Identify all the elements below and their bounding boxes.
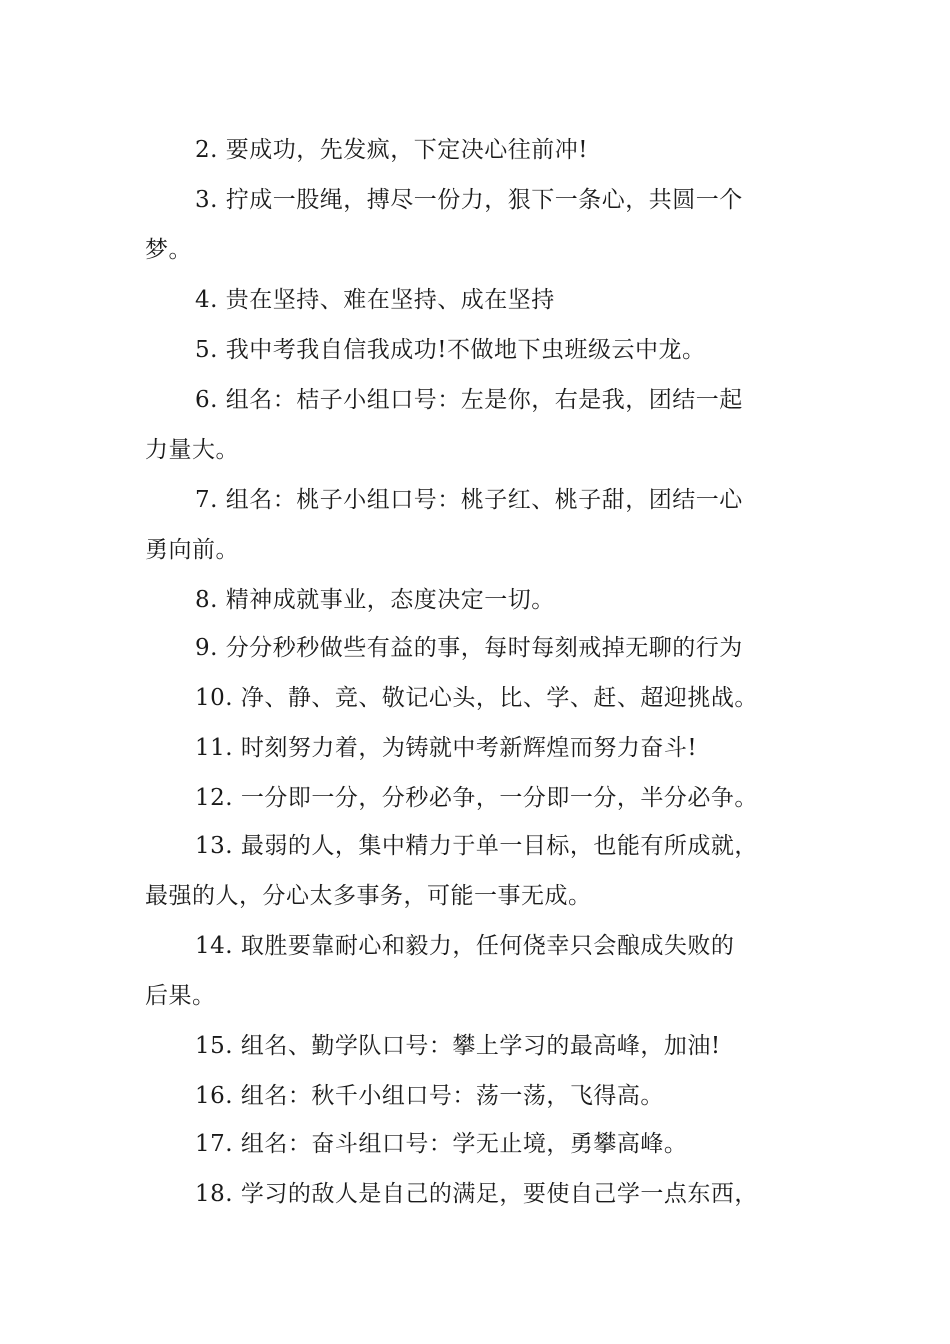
- slogan-line-continued: 梦。: [145, 237, 192, 263]
- slogan-line: 16. 组名：秋千小组口号：荡一荡，飞得高。: [195, 1083, 664, 1109]
- slogan-line: 2. 要成功，先发疯，下定决心往前冲!: [195, 137, 588, 163]
- slogan-line: 7. 组名：桃子小组口号：桃子红、桃子甜，团结一心: [195, 487, 743, 513]
- slogan-line: 13. 最弱的人，集中精力于单一目标，也能有所成就，: [195, 833, 758, 859]
- slogan-line: 9. 分分秒秒做些有益的事，每时每刻戒掉无聊的行为: [195, 635, 743, 661]
- slogan-line: 3. 拧成一股绳，搏尽一份力，狠下一条心，共圆一个: [195, 187, 743, 213]
- slogan-line: 11. 时刻努力着，为铸就中考新辉煌而努力奋斗!: [195, 735, 698, 761]
- slogan-line-continued: 最强的人，分心太多事务，可能一事无成。: [145, 883, 592, 909]
- slogan-line: 12. 一分即一分，分秒必争，一分即一分，半分必争。: [195, 785, 758, 811]
- slogan-line: 18. 学习的敌人是自己的满足，要使自己学一点东西，: [195, 1181, 758, 1207]
- slogan-line: 17. 组名：奋斗组口号：学无止境，勇攀高峰。: [195, 1131, 688, 1157]
- slogan-line-continued: 力量大。: [145, 437, 239, 463]
- slogan-line: 14. 取胜要靠耐心和毅力，任何侥幸只会酿成失败的: [195, 933, 735, 959]
- slogan-line-continued: 后果。: [145, 983, 216, 1009]
- slogan-line: 5. 我中考我自信我成功!不做地下虫班级云中龙。: [195, 337, 706, 363]
- slogan-line: 4. 贵在坚持、难在坚持、成在坚持: [195, 287, 555, 313]
- slogan-line-continued: 勇向前。: [145, 537, 239, 563]
- slogan-line: 6. 组名：桔子小组口号：左是你，右是我，团结一起: [195, 387, 743, 413]
- slogan-line: 8. 精神成就事业，态度决定一切。: [195, 587, 555, 613]
- slogan-line: 10. 净、静、竞、敬记心头，比、学、赶、超迎挑战。: [195, 685, 758, 711]
- slogan-line: 15. 组名、勤学队口号：攀上学习的最高峰，加油!: [195, 1033, 721, 1059]
